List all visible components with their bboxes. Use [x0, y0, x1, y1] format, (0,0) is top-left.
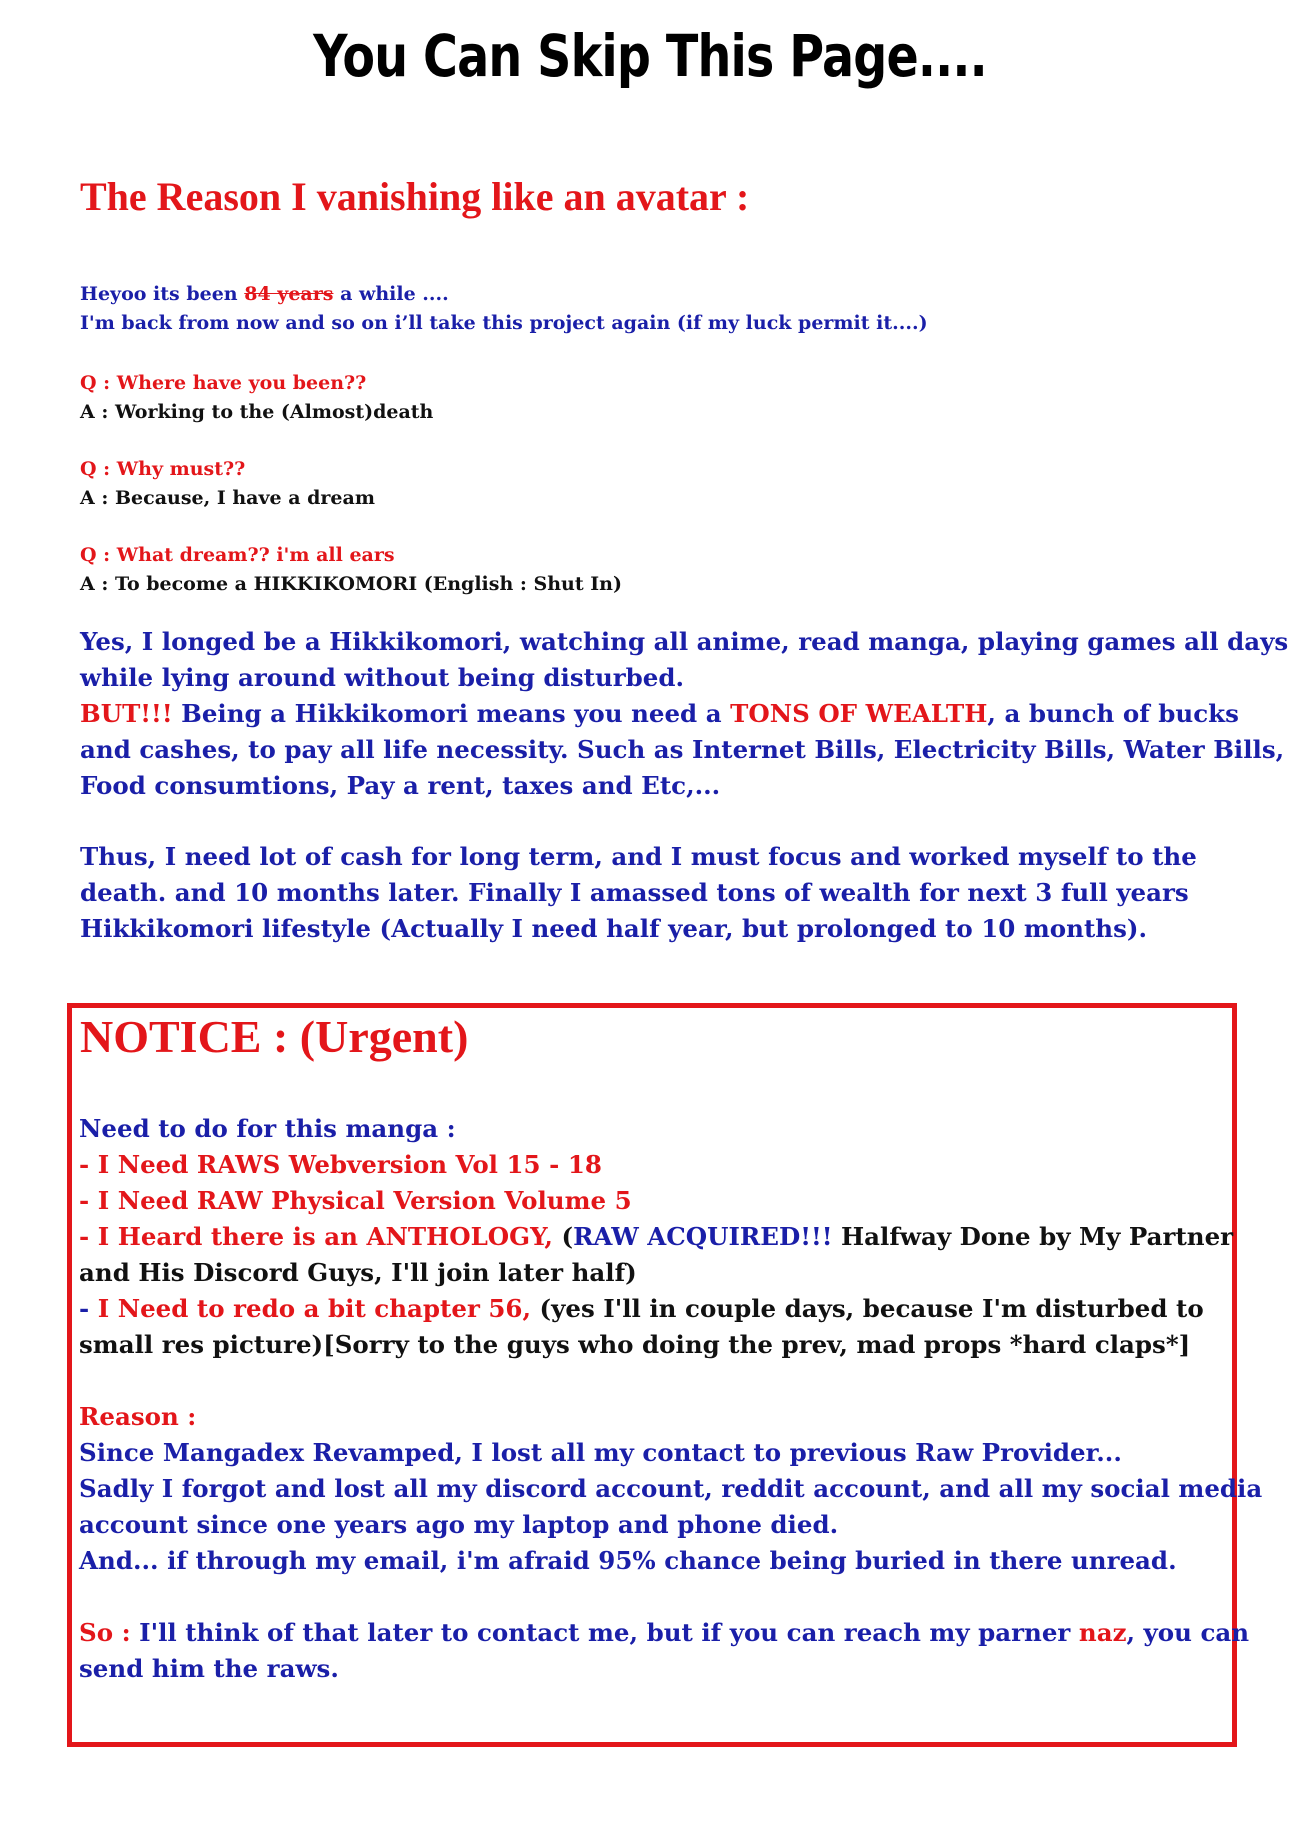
paragraph-1: Yes, I longed be a Hikkikomori, watching all anime, read manga, playing games all days while lying around without being disturbed. BUT!!! Being a Hikkikomori means you need a TONS OF WEALTH, a bunch of bucks and cashes, to pay all life necessity. Such as Internet Bills, Electricity Bills, Water Bills, Food consumtions, Pay a rent, taxes and Etc,... [80, 627, 1289, 800]
intro-text [80, 280, 928, 338]
qa-block-2 [80, 455, 375, 513]
notice-title: NOTICE : (Urgent) [80, 1011, 469, 1062]
list-item: - I Heard there is an ANTHOLOGY, (RAW ACQUIRED!!! Halfway Done by My Partner [79, 1222, 1234, 1251]
list-item: - I Need to redo a bit chapter 56, (yes I'll in couple days, because I'm disturbed to [79, 1294, 1204, 1323]
struck-text: 84 years [244, 283, 334, 305]
qa-block-3 [80, 541, 622, 599]
notice-reason: Reason : Since Mangadex Revamped, I lost all my contact to previous Raw Provider... Sadly I forgot and lost all my discord account, reddit account, and all my social media account since one years ago my laptop and phone died. And... if through my email, i'm afraid 95% chance being buried in there unread. [79, 1399, 1229, 1579]
intro-line-1: Heyoo its been 84 years a while .... [80, 283, 449, 305]
list-item-cont: small res picture)[Sorry to the guys who doing the prev, mad props *hard claps*] [79, 1330, 1191, 1359]
answer: A : Because, I have a dream [80, 487, 375, 509]
qa-block-1 [80, 369, 433, 427]
intro-line-2: I'm back from now and so on i’ll take this project again (if my luck permit it....) [80, 312, 928, 334]
need-header: Need to do for this manga : [79, 1114, 456, 1143]
partner-name: naz [1078, 1618, 1127, 1647]
answer: A : Working to the (Almost)death [80, 401, 434, 423]
question: Q : Why must?? [80, 458, 246, 480]
paragraph-2: Thus, I need lot of cash for long term, and I must focus and worked myself to the death. and 10 months later. Finally I amassed tons of wealth for next 3 full years Hikkikomori lifestyle (Actually I need half year, but prolonged to 10 months). [80, 842, 1197, 943]
notice-todo-list [79, 1111, 1234, 1363]
section-heading: The Reason I vanishing like an avatar : [80, 174, 750, 219]
list-item-cont: and His Discord Guys, I'll join later half) [79, 1258, 637, 1287]
list-item: - I Need RAW Physical Version Volume 5 [79, 1186, 632, 1215]
reason-label: Reason : [79, 1402, 197, 1431]
so-label: So : [79, 1618, 131, 1647]
notice-so: So : I'll think of that later to contact me, but if you can reach my parner naz, you can send him the raws. [79, 1618, 1250, 1683]
question: Q : What dream?? i'm all ears [80, 544, 395, 566]
tons-of-wealth: TONS OF WEALTH [730, 699, 988, 728]
question: Q : Where have you been?? [80, 372, 367, 394]
answer: A : To become a HIKKIKOMORI (English : Shut In) [80, 573, 622, 595]
list-item: - I Need RAWS Webversion Vol 15 - 18 [79, 1150, 602, 1179]
page-title: You Can Skip This Page.... [313, 22, 987, 90]
